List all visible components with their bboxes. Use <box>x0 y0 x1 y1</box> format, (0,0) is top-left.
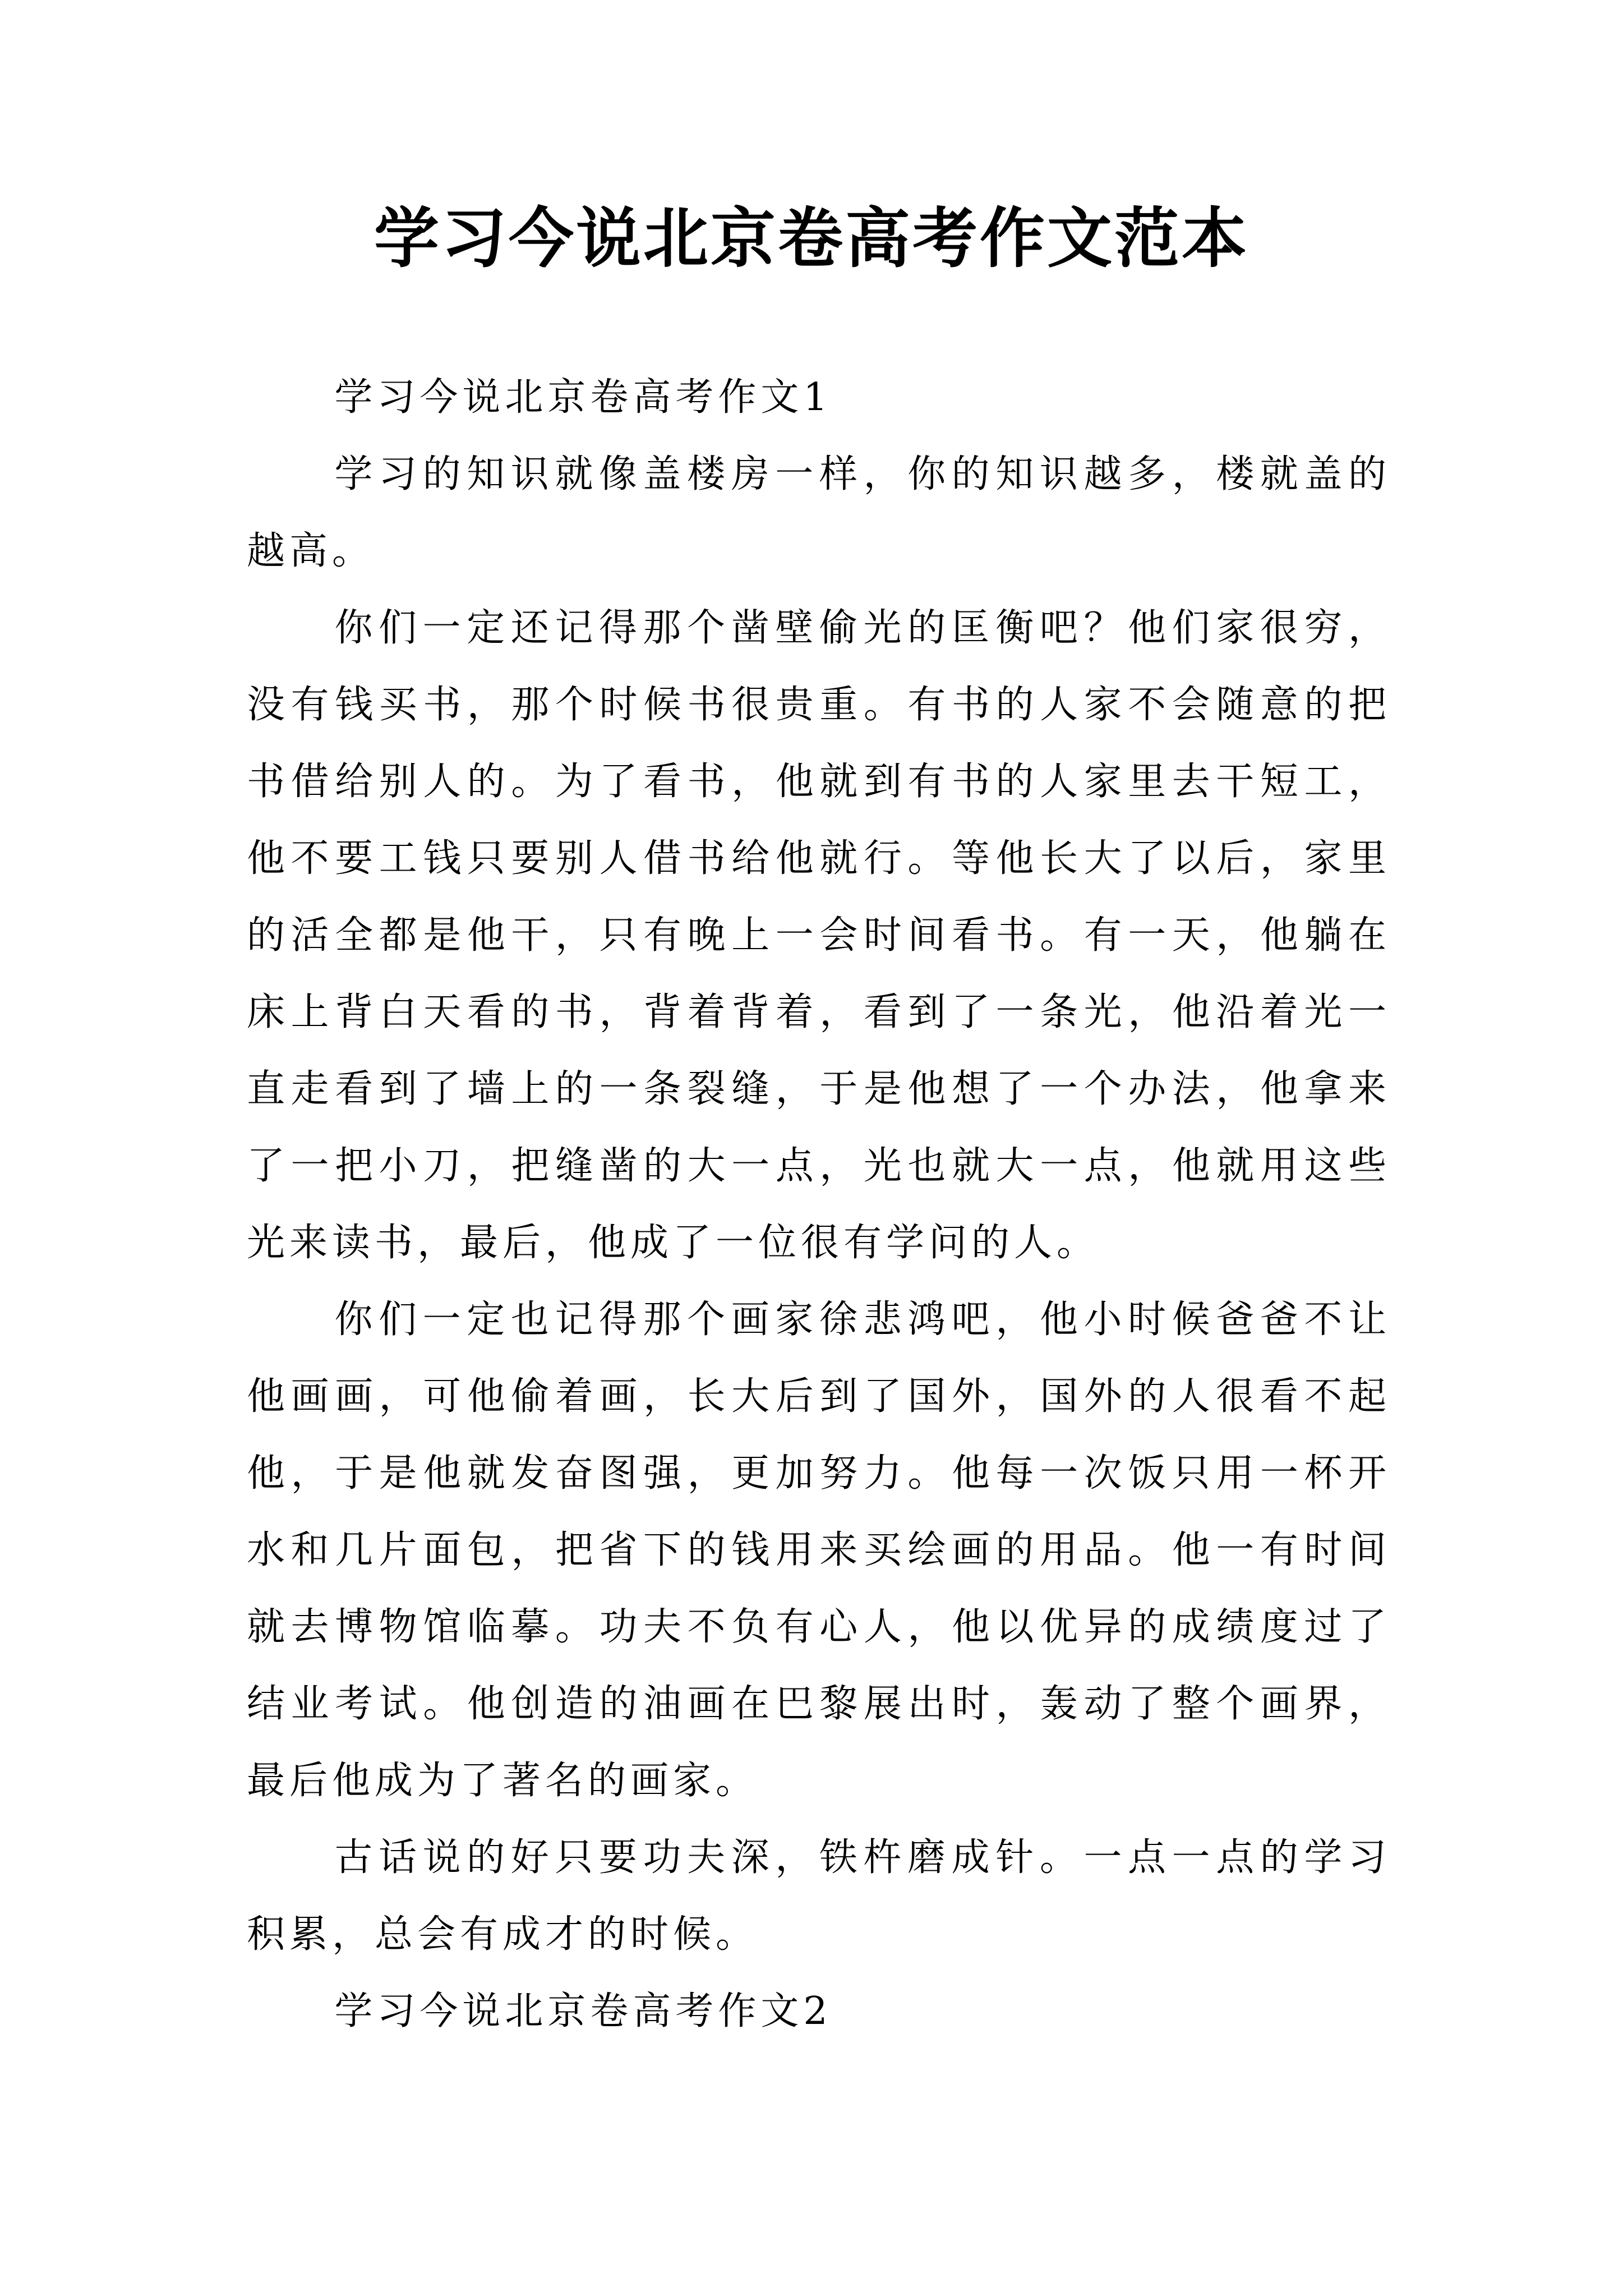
section-heading-2: 学习今说北京卷高考作文2 <box>334 1989 832 2033</box>
section-heading-1: 学习今说北京卷高考作文1 <box>334 375 832 420</box>
paragraph: 你们一定也记得那个画家徐悲鸿吧，他小时候爸爸不让他画画，可他偷着画，长大后到了国外，国外的人很看不起他，于是他就发奋图强，更加努力。他每一次饭只用一杯开水和几片面包，把省下的钱用来买绘画的用品。他一有时间就去博物馆临摹。功夫不负有心人，他以优异的成绩度过了结业考试。他创造的油画在巴黎展出时，轰动了整个画界，最后他成为了著名的画家。 <box>247 1297 1391 1803</box>
paragraph: 古话说的好只要功夫深，铁杵磨成针。一点一点的学习积累，总会有成才的时候。 <box>247 1835 1391 1957</box>
paragraph: 你们一定还记得那个凿壁偷光的匡衡吧？他们家很穷，没有钱买书，那个时候书很贵重。有书的人家不会随意的把书借给别人的。为了看书，他就到有书的人家里去干短工，他不要工钱只要别人借书给他就行。等他长大了以后，家里的活全都是他干，只有晚上一会时间看书。有一天，他躺在床上背白天看的书，背着背着，看到了一条光，他沿着光一直走看到了墙上的一条裂缝，于是他想了一个办法，他拿来了一把小刀，把缝凿的大一点，光也就大一点，他就用这些光来读书，最后，他成了一位很有学问的人。 <box>247 606 1391 1265</box>
paragraph: 学习的知识就像盖楼房一样，你的知识越多，楼就盖的越高。 <box>247 452 1391 573</box>
document-body <box>247 359 1391 2050</box>
document-title: 学习今说北京卷高考作文范本 <box>374 200 1249 277</box>
